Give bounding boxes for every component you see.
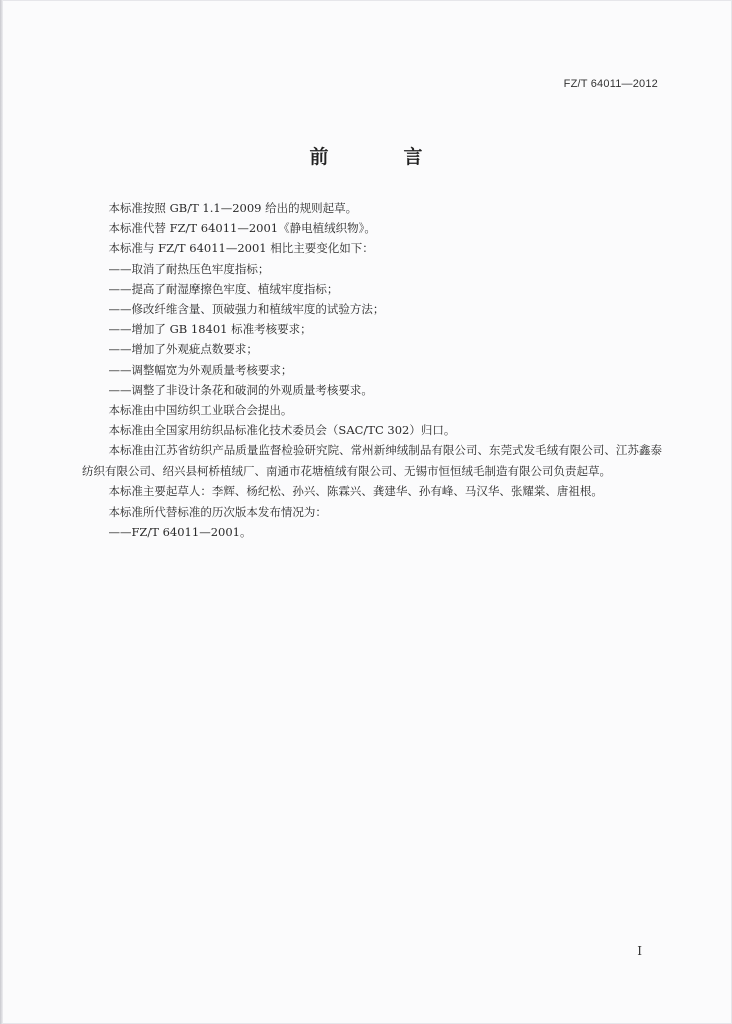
change-item: ——调整了非设计条花和破洞的外观质量考核要求。: [108, 382, 373, 397]
paragraph-administered-by: 本标准由全国家用纺织品标准化技术委员会（SAC/TC 302）归口。: [108, 423, 456, 438]
standard-code: FZ/T 64011—2012: [563, 78, 658, 90]
paragraph-changes-intro: 本标准与 FZ/T 64011—2001 相比主要变化如下：: [108, 241, 374, 256]
change-item: ——提高了耐湿摩擦色牢度、植绒牢度指标；: [108, 281, 339, 296]
paragraph-drafting-rules: 本标准按照 GB/T 1.1—2009 给出的规则起草。: [108, 201, 358, 215]
change-item: ——取消了耐热压色牢度指标；: [108, 261, 270, 276]
page-number: I: [637, 944, 642, 958]
paragraph-proposed-by: 本标准由中国纺织工业联合会提出。: [108, 403, 293, 418]
change-item: ——增加了外观疵点数要求；: [108, 342, 258, 357]
change-item: ——增加了 GB 18401 标准考核要求；: [108, 322, 312, 337]
page-title: 前 言: [309, 146, 451, 168]
preface-body: [82, 198, 662, 542]
change-item: ——修改纤维含量、顶破强力和植绒牢度的试验方法；: [108, 302, 385, 317]
paragraph-main-drafters: 本标准主要起草人：李辉、杨纪松、孙兴、陈霖兴、龚建华、孙有峰、马汉华、张耀棠、唐祖根。: [108, 484, 603, 499]
change-item: ——调整幅宽为外观质量考核要求；: [108, 362, 293, 377]
paragraph-history-intro: 本标准所代替标准的历次版本发布情况为：: [108, 504, 327, 519]
paragraph-drafting-organizations: 本标准由江苏省纺织产品质量监督检验研究院、常州新绅绒制品有限公司、东莞式发毛绒有限公司、江苏鑫泰纺织有限公司、绍兴县柯桥植绒厂、南通市花塘植绒有限公司、无锡市恒恒绒毛制造有限公司负责起草。: [82, 443, 662, 478]
history-item: ——FZ/T 64011—2001。: [108, 524, 252, 539]
paragraph-replaces: 本标准代替 FZ/T 64011—2001《静电植绒织物》。: [108, 221, 376, 236]
